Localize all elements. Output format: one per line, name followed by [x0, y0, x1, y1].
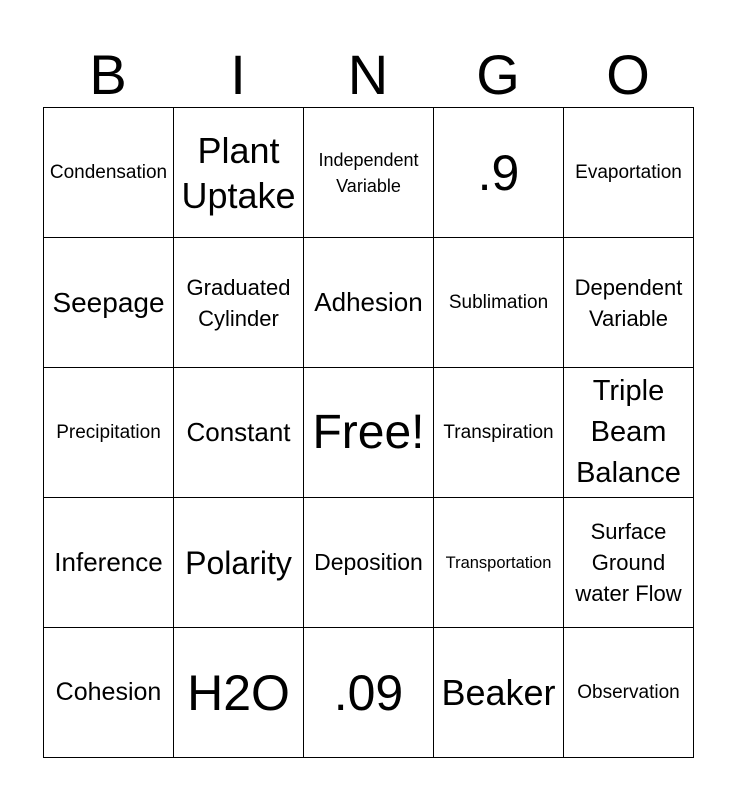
cell-text: Beaker: [441, 672, 556, 713]
bingo-cell[interactable]: [304, 108, 434, 238]
bingo-cell[interactable]: [174, 238, 304, 368]
bingo-cell[interactable]: [174, 368, 304, 498]
header-letter-g: G: [476, 43, 520, 106]
bingo-cell[interactable]: [434, 498, 564, 628]
cell-text: Precipitation: [56, 421, 161, 443]
bingo-cell[interactable]: [174, 108, 304, 238]
cell-text: Free!: [312, 405, 425, 459]
bingo-cell[interactable]: [44, 108, 174, 238]
bingo-cell[interactable]: [564, 238, 694, 368]
cell-text: Inference: [54, 547, 163, 577]
bingo-header: [43, 44, 693, 106]
cell-text: Observation: [577, 681, 680, 703]
cell-text: Graduated Cylinder: [186, 274, 291, 331]
cell-text: Surface Ground water Flow: [575, 519, 682, 606]
cell-text: Constant: [186, 417, 291, 447]
bingo-cell[interactable]: [44, 498, 174, 628]
header-letter-o: O: [606, 43, 650, 106]
cell-text: Deposition: [314, 549, 423, 575]
cell-text: Condensation: [49, 161, 168, 183]
cell-text: .09: [333, 664, 404, 721]
bingo-cell[interactable]: [304, 238, 434, 368]
header-letter-b: B: [89, 43, 127, 106]
bingo-cell[interactable]: [44, 368, 174, 498]
cell-text: Sublimation: [448, 291, 549, 313]
cell-text: Adhesion: [314, 287, 423, 317]
bingo-cell[interactable]: [304, 628, 434, 758]
bingo-cell[interactable]: [44, 628, 174, 758]
bingo-cell[interactable]: [44, 238, 174, 368]
bingo-cell[interactable]: [564, 628, 694, 758]
bingo-cell[interactable]: [174, 498, 304, 628]
cell-text: Dependent Variable: [574, 274, 683, 331]
header-letter-i: I: [230, 43, 246, 106]
cell-text: Independent Variable: [318, 149, 419, 196]
cell-text: Transportation: [445, 553, 552, 572]
cell-text: Polarity: [185, 544, 292, 581]
bingo-cell[interactable]: [434, 368, 564, 498]
bingo-cell[interactable]: [434, 238, 564, 368]
bingo-cell[interactable]: [564, 368, 694, 498]
cell-text: H2O: [187, 664, 290, 721]
cell-text: .9: [477, 144, 520, 201]
header-letter-n: N: [347, 43, 389, 106]
cell-text: Seepage: [52, 287, 165, 318]
cell-text: Transpiration: [443, 421, 554, 443]
bingo-cell[interactable]: [564, 108, 694, 238]
bingo-board: [43, 107, 694, 758]
free-space[interactable]: [304, 368, 434, 498]
bingo-cell[interactable]: [434, 628, 564, 758]
bingo-cell[interactable]: [304, 498, 434, 628]
bingo-cell[interactable]: [434, 108, 564, 238]
cell-text: Cohesion: [55, 678, 162, 706]
bingo-cell[interactable]: [564, 498, 694, 628]
bingo-cell[interactable]: [174, 628, 304, 758]
cell-text: Triple Beam Balance: [576, 375, 681, 489]
cell-text: Evaportation: [575, 161, 682, 183]
cell-text: Plant Uptake: [181, 129, 296, 216]
